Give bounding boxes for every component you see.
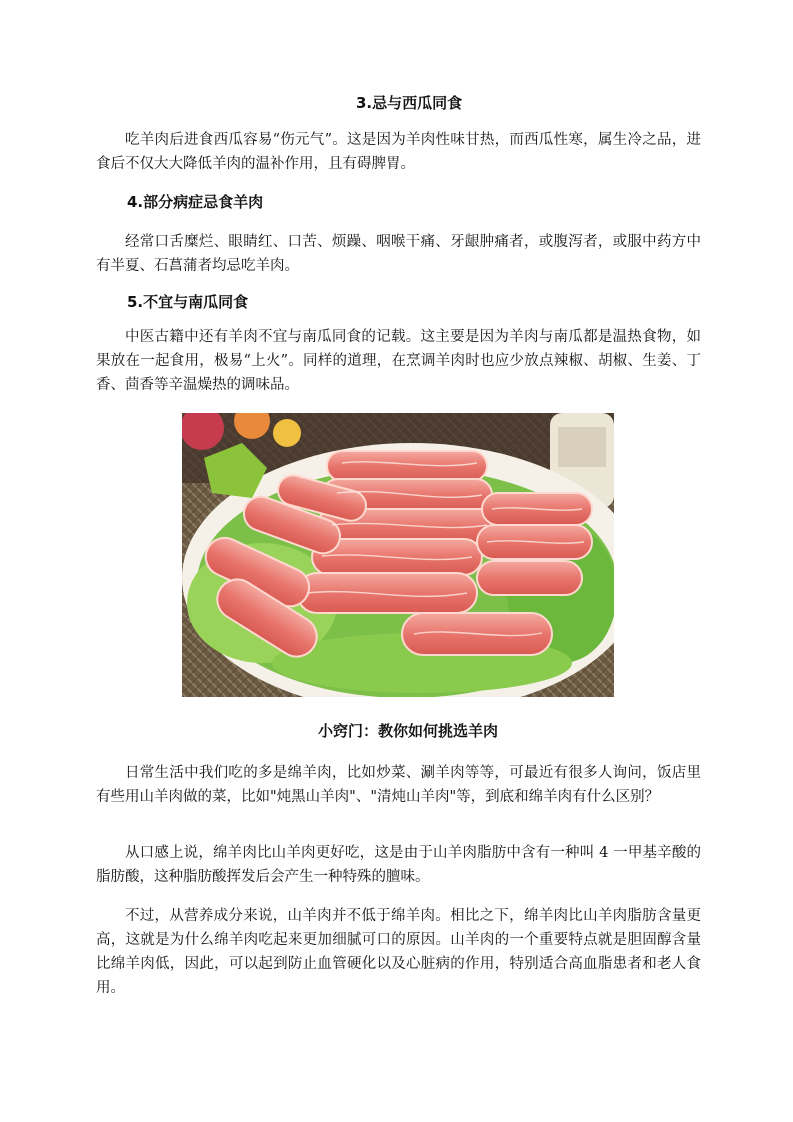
section-heading-watermelon: 3.忌与西瓜同食 <box>356 94 463 112</box>
section-body-illness: 经常口舌糜烂、眼睛红、口苦、烦躁、咽喉干痛、牙龈肿痛者，或腹泻者，或服中药方中有半夏、石菖蒲者均忌吃羊肉。 <box>96 234 701 274</box>
mutton-rolls-illustration <box>182 413 614 697</box>
tip-paragraph-3: 不过，从营养成分来说，山羊肉并不低于绵羊肉。相比之下，绵羊肉比山羊肉脂肪含量更高，这就是为什么绵羊肉吃起来更加细腻可口的原因。山羊肉的一个重要特点就是胆固醇含量比绵羊肉低，因此，可以起到防止血管硬化以及心脏病的作用，特别适合高血脂患者和老人食用。 <box>96 908 701 996</box>
section-body-watermelon: 吃羊肉后进食西瓜容易“伤元气”。这是因为羊肉性味甘热，而西瓜性寒，属生冷之品，进食后不仅大大降低羊肉的温补作用，且有碍脾胃。 <box>96 132 701 172</box>
tip-paragraph-2: 从口感上说，绵羊肉比山羊肉更好吃，这是由于山羊肉脂肪中含有一种叫 4 一甲基辛酸的脂肪酸，这种脂肪酸挥发后会产生一种特殊的膻味。 <box>96 845 701 885</box>
section-heading-pumpkin: 5.不宜与南瓜同食 <box>127 293 249 311</box>
section-heading-illness: 4.部分病症忌食羊肉 <box>127 193 264 211</box>
tip-paragraph-1: 日常生活中我们吃的多是绵羊肉，比如炒菜、涮羊肉等等，可最近有很多人询问，饭店里有些用山羊肉做的菜，比如"炖黑山羊肉"、"清炖山羊肉"等，到底和绵羊肉有什么区别？ <box>96 765 701 805</box>
mutton-rolls-photo <box>182 413 614 697</box>
section-body-pumpkin: 中医古籍中还有羊肉不宜与南瓜同食的记载。这主要是因为羊肉与南瓜都是温热食物，如果放在一起食用，极易“上火”。同样的道理，在烹调羊肉时也应少放点辣椒、胡椒、生姜、丁香、茴香等辛温燥热的调味品。 <box>96 329 701 393</box>
tip-heading: 小窍门：教你如何挑选羊肉 <box>318 722 499 740</box>
